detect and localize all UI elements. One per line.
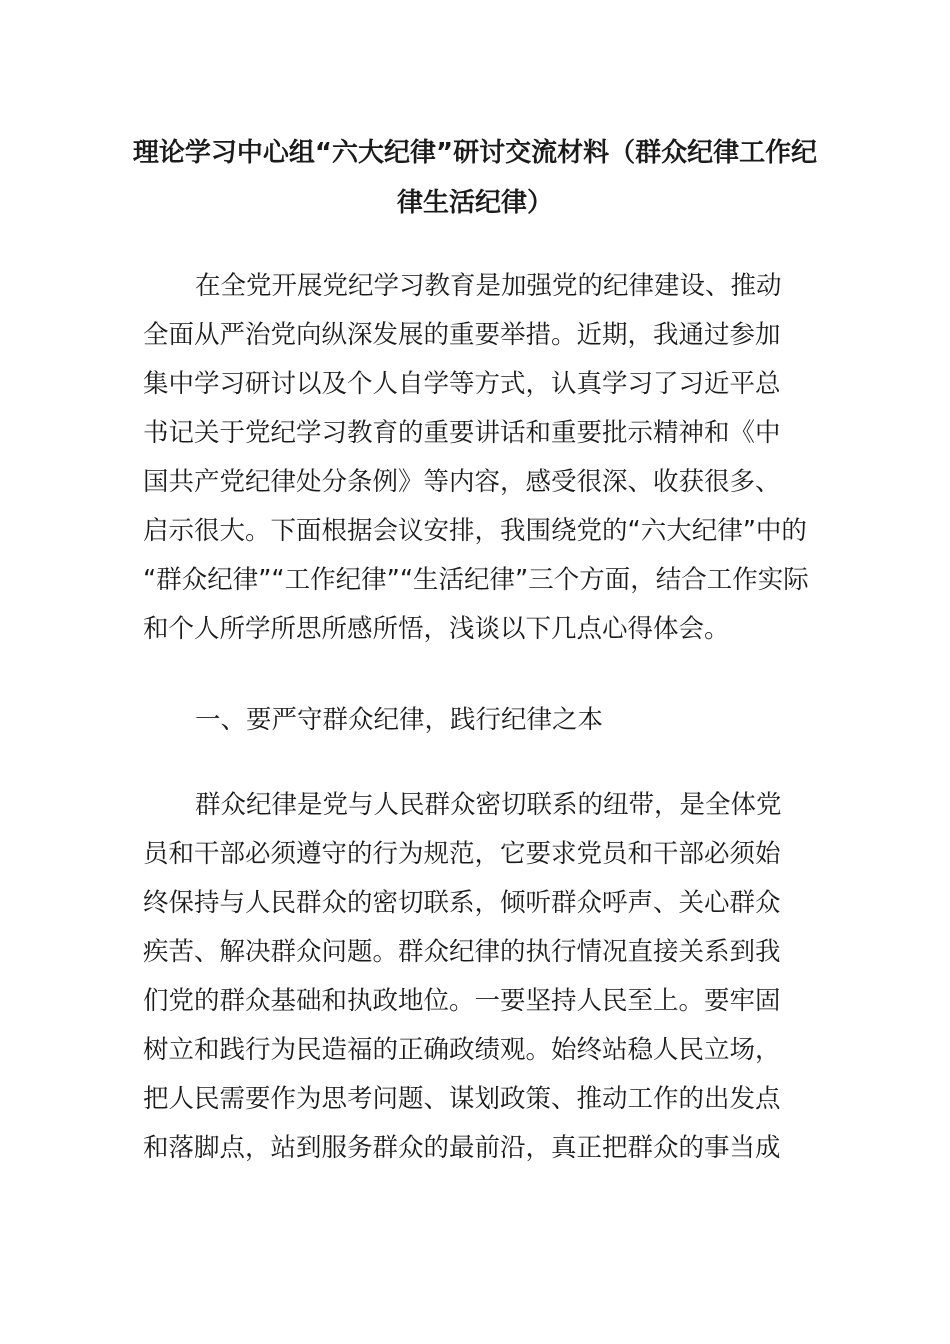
document-title (130, 128, 820, 228)
paragraph-line: 疾苦、解决群众问题。群众纪律的执行情况直接关系到我 (143, 937, 781, 967)
section-heading-text: 一、要严守群众纪律，践行纪律之本 (195, 705, 604, 735)
title-line-2: 律生活纪律） (396, 188, 553, 218)
section-heading-1 (143, 696, 803, 745)
paragraph-intro (143, 262, 809, 654)
paragraph-line: 集中学习研讨以及个人自学等方式，认真学习了习近平总 (143, 369, 781, 399)
paragraph-line: 树立和践行为民造福的正确政绩观。始终站稳人民立场， (143, 1035, 781, 1065)
paragraph-line: 在全党开展党纪学习教育是加强党的纪律建设、推动 (195, 271, 782, 301)
paragraph-line: 书记关于党纪学习教育的重要讲话和重要批示精神和《中 (143, 418, 781, 448)
paragraph-line: 和落脚点，站到服务群众的最前沿，真正把群众的事当成 (143, 1133, 781, 1163)
paragraph-line: 全面从严治党向纵深发展的重要举措。近期，我通过参加 (143, 320, 781, 350)
paragraph-line: 启示很大。下面根据会议安排，我围绕党的“六大纪律”中的 (143, 516, 807, 546)
paragraph-line: 把人民需要作为思考问题、谋划政策、推动工作的出发点 (143, 1084, 781, 1114)
paragraph-mass-discipline (143, 781, 803, 1173)
title-line-1: 理论学习中心组“六大纪律”研讨交流材料（群众纪律工作纪 (132, 138, 818, 168)
paragraph-line: 员和干部必须遵守的行为规范，它要求党员和干部必须始 (143, 839, 781, 869)
paragraph-line: 和个人所学所思所感所悟，浅谈以下几点心得体会。 (143, 614, 730, 644)
paragraph-line: 终保持与人民群众的密切联系，倾听群众呼声、关心群众 (143, 888, 781, 918)
paragraph-line: 们党的群众基础和执政地位。一要坚持人民至上。要牢固 (143, 986, 781, 1016)
paragraph-line: 群众纪律是党与人民群众密切联系的纽带，是全体党 (195, 790, 782, 820)
paragraph-line: “群众纪律”“工作纪律”“生活纪律”三个方面，结合工作实际 (143, 565, 809, 595)
paragraph-line: 国共产党纪律处分条例》等内容，感受很深、收获很多、 (143, 467, 781, 497)
